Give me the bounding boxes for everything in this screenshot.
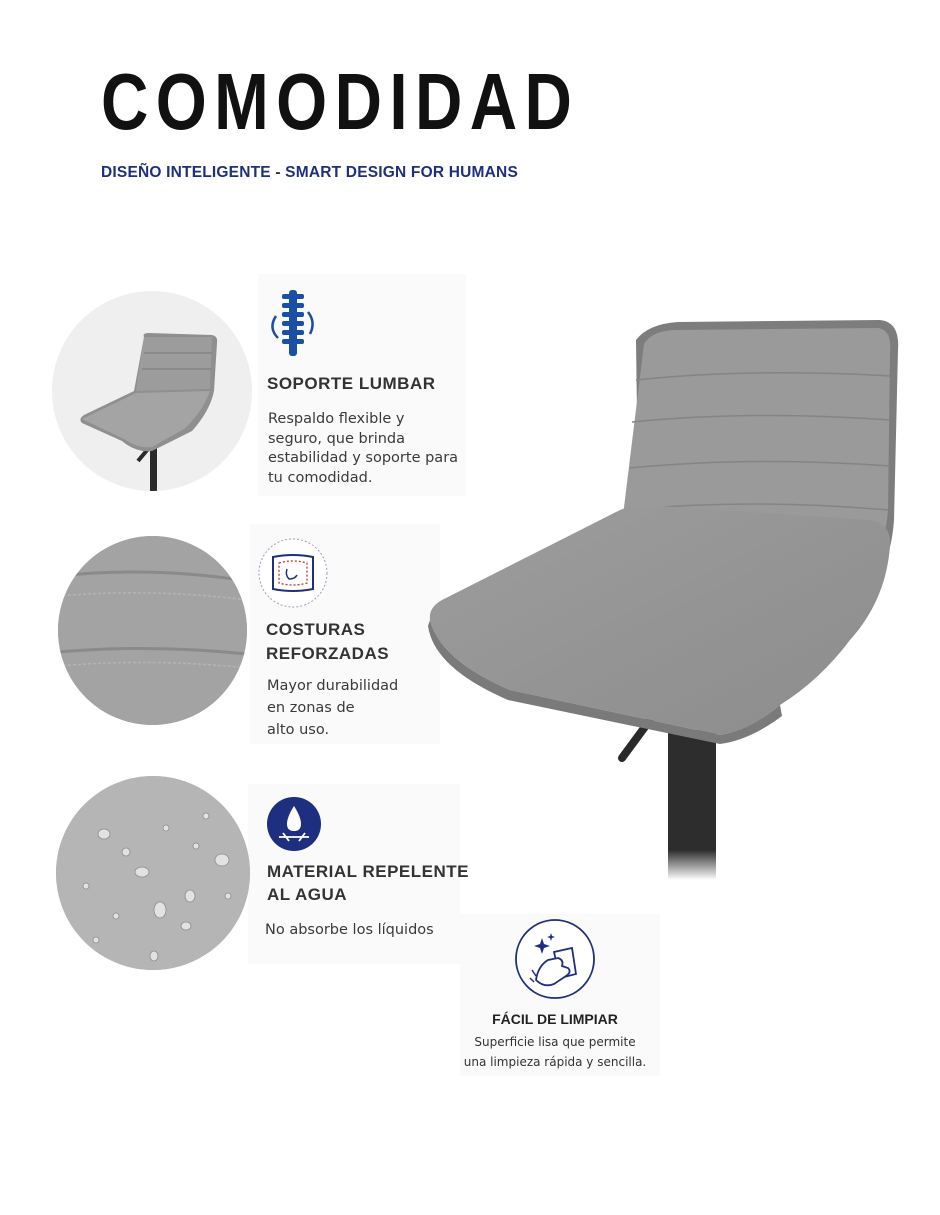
spine-icon — [266, 288, 318, 358]
desc-line: seguro, que brinda — [268, 430, 405, 447]
desc-line: alto uso. — [267, 722, 330, 738]
water-drop-icon — [267, 797, 321, 851]
feature-title-stitching — [266, 618, 389, 666]
stitching-closeup-image — [58, 536, 247, 725]
bar-stool-main-image — [420, 310, 920, 880]
desc-line: Mayor durabilidad — [267, 678, 399, 694]
desc-line: estabilidad y soporte para — [268, 450, 459, 466]
chair-thumbnail-image — [52, 291, 252, 491]
desc-line: en zonas de — [267, 700, 355, 716]
feature-desc-stitching — [267, 675, 398, 741]
feature-title-lumbar: SOPORTE LUMBAR — [267, 374, 436, 393]
title-line: AL AGUA — [267, 885, 347, 904]
desc-line: tu comodidad. — [268, 469, 373, 486]
page-subtitle: DISEÑO INTELIGENTE - SMART DESIGN FOR HUMANS — [101, 164, 518, 181]
feature-title-cleaning: FÁCIL DE LIMPIAR — [492, 1011, 618, 1027]
page-title: COMODIDAD — [101, 57, 580, 146]
feature-desc-water: No absorbe los líquidos — [265, 922, 434, 938]
desc-line: Respaldo flexible y — [268, 411, 405, 427]
cleaning-hand-icon — [514, 918, 596, 1000]
title-line: REFORZADAS — [266, 644, 390, 663]
water-drops-image — [56, 776, 250, 970]
title-line: COSTURAS — [266, 620, 366, 639]
desc-line: Superficie lisa que permite — [474, 1035, 636, 1049]
stitching-icon — [257, 537, 329, 609]
desc-line: una limpieza rápida y sencilla. — [463, 1055, 647, 1069]
title-line: MATERIAL REPELENTE — [267, 862, 469, 881]
feature-desc-cleaning — [455, 1032, 655, 1072]
